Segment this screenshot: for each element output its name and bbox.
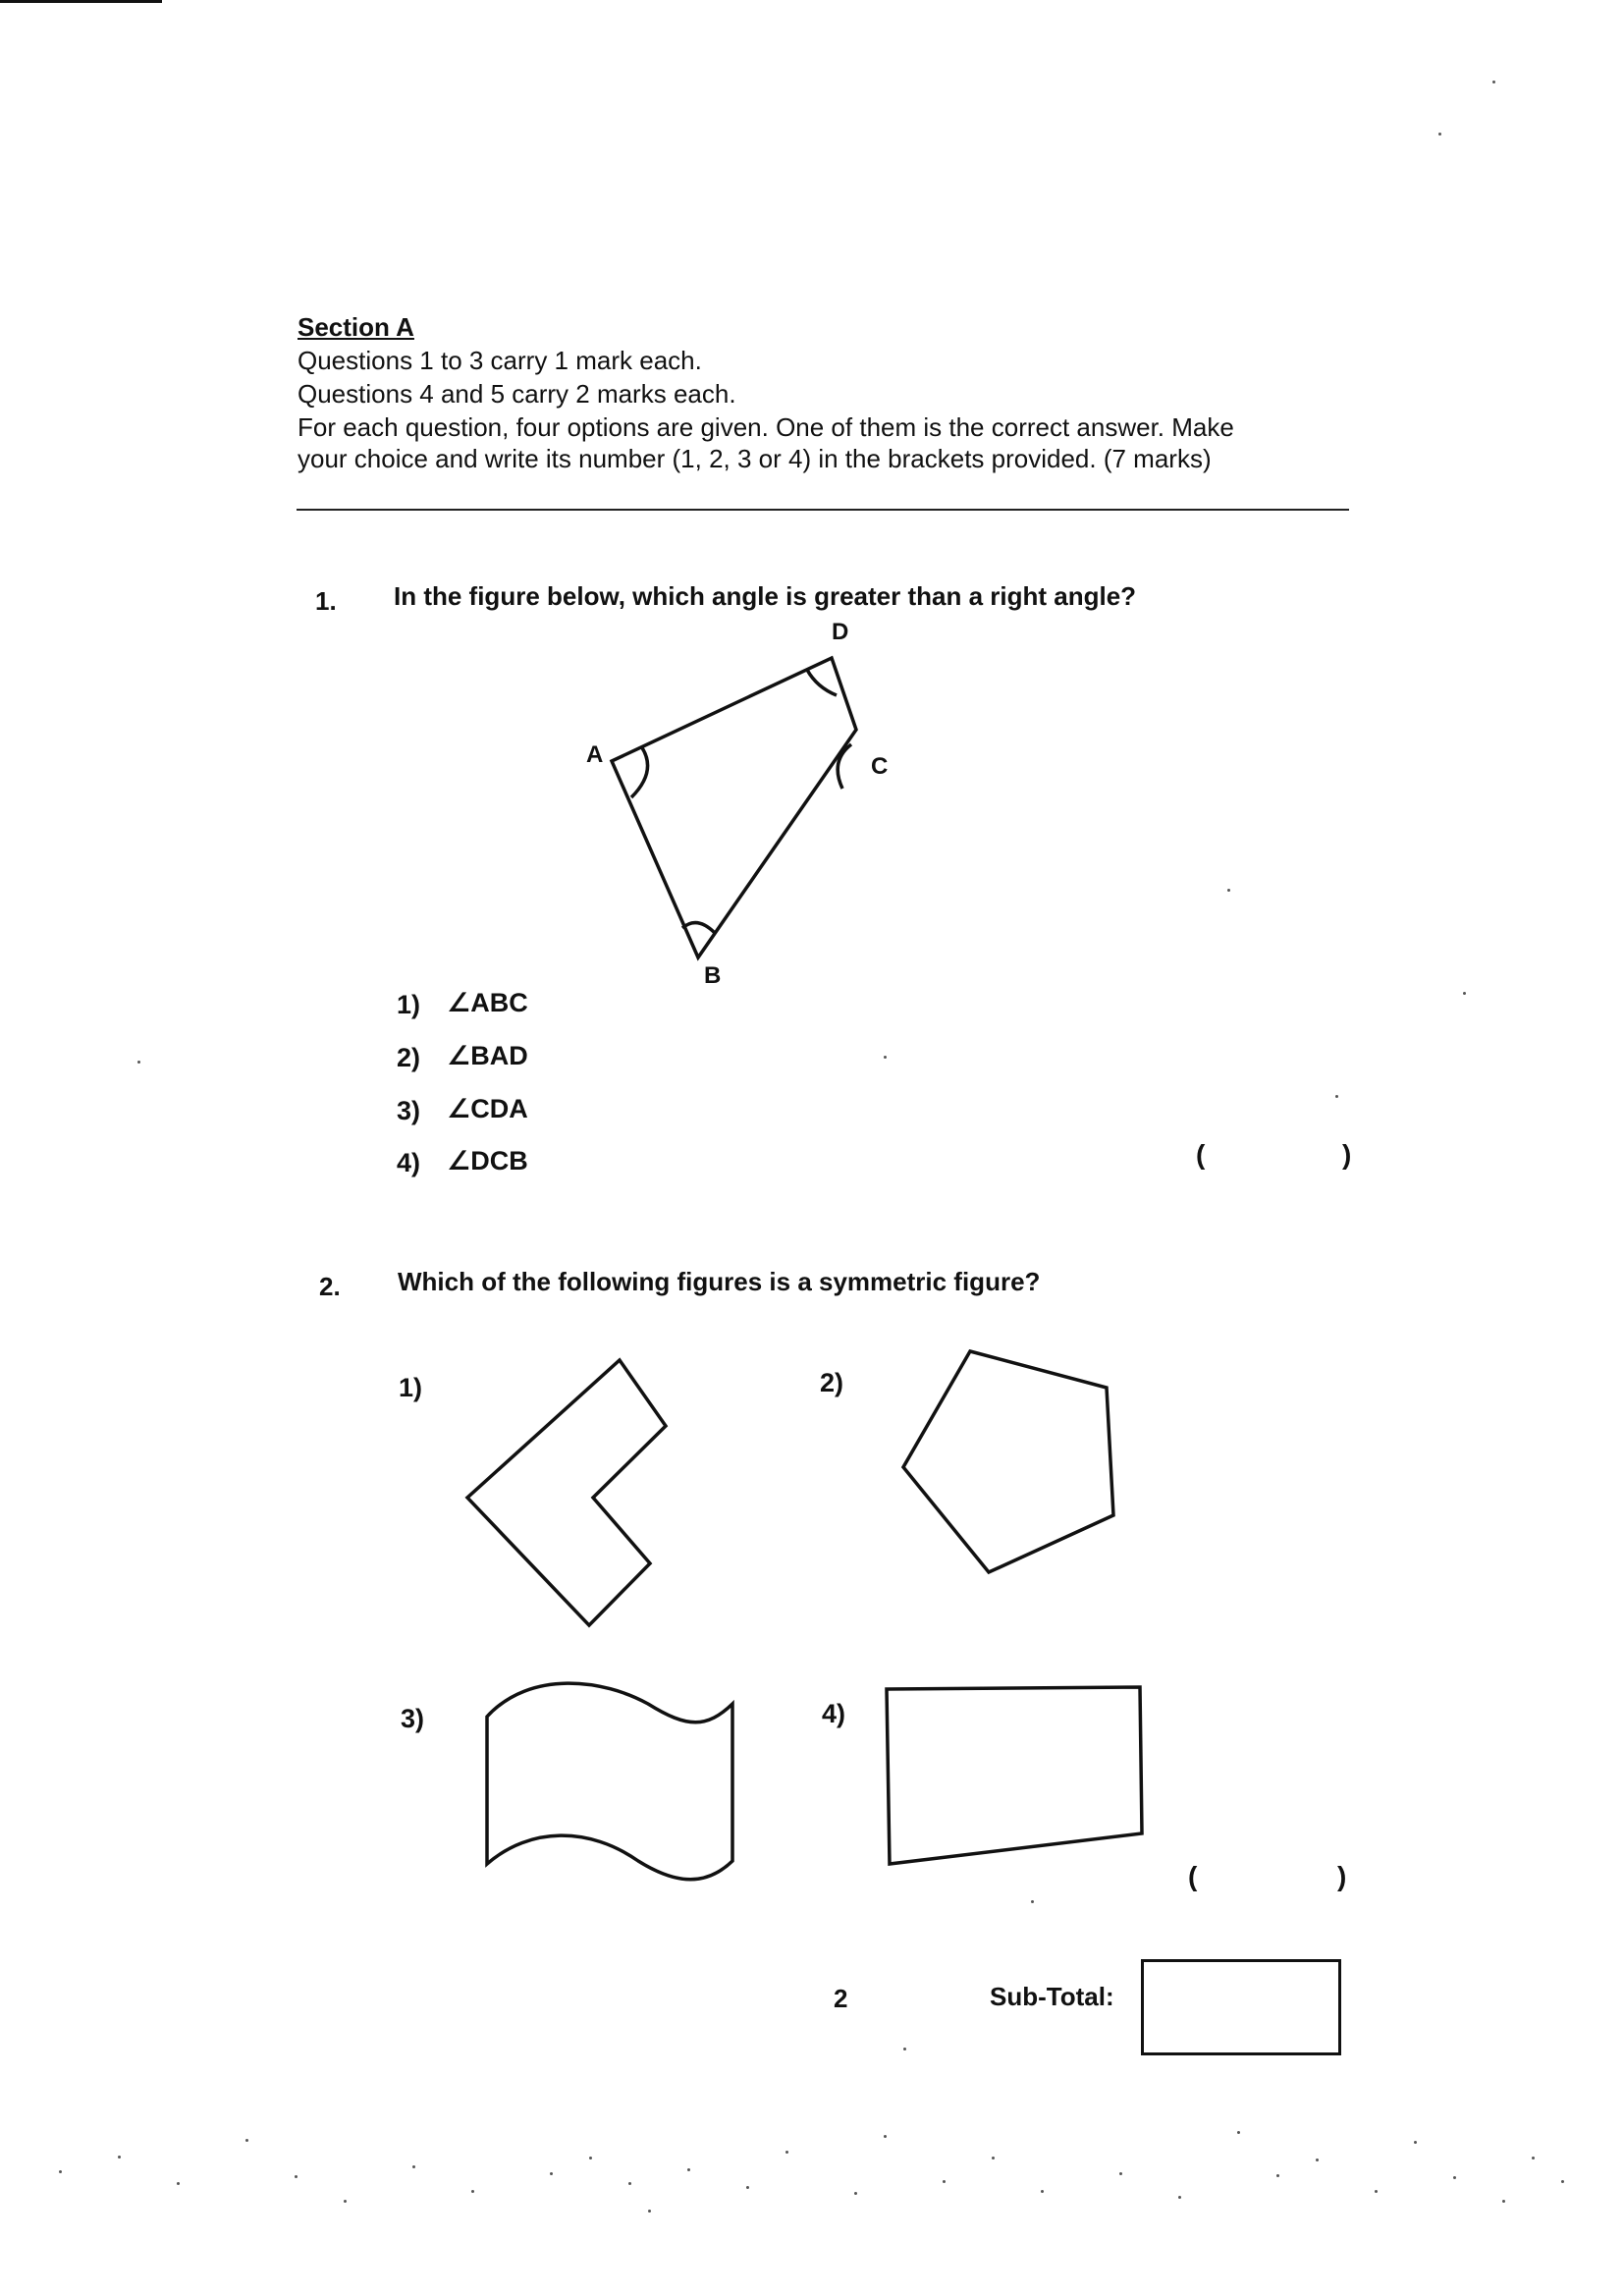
speckle [1276,2174,1279,2177]
speckle [137,1061,140,1064]
q1-answer-bracket-close[interactable]: ) [1342,1139,1352,1170]
q2-pentagon [903,1351,1113,1572]
page-number: 2 [834,1984,848,2013]
speckle [1532,2157,1535,2159]
speckle [884,1056,887,1059]
speckle [1375,2190,1378,2193]
speckle [1463,992,1466,995]
section-title: Section A [298,312,414,342]
speckle [648,2210,651,2213]
speckle [943,2180,946,2183]
speckle [59,2170,62,2173]
q1-option-1-text: ∠ABC [447,988,528,1017]
q2-option-2-number: 2) [820,1368,844,1397]
speckle [1335,1095,1338,1098]
instruction-line-4: your choice and write its number (1, 2, 3 or 4) in the brackets provided. (7 marks) [298,444,1212,473]
speckle [1316,2159,1319,2161]
speckle [854,2192,857,2195]
q1-option-2-text: ∠BAD [447,1041,528,1070]
q2-option-4-number: 4) [822,1699,846,1728]
speckle [1502,2200,1505,2203]
speckle [903,2048,906,2050]
speckle [589,2157,592,2159]
speckle [628,2182,631,2185]
instruction-line-3: For each question, four options are given. One of them is the correct answer. Make [298,412,1234,442]
q1-answer-bracket-open[interactable]: ( [1196,1139,1206,1170]
speckle [1227,889,1230,892]
instruction-line-1: Questions 1 to 3 carry 1 mark each. [298,346,702,375]
q2-answer-bracket-open[interactable]: ( [1188,1861,1198,1891]
q2-text: Which of the following figures is a symmetric figure? [398,1267,1041,1296]
q1-number: 1. [315,586,337,616]
speckle [344,2200,347,2203]
q1-option-1-number: 1) [397,990,421,1019]
q2-quadrilateral [887,1687,1142,1864]
q2-option-3-number: 3) [401,1704,425,1733]
q2-answer-bracket-close[interactable]: ) [1337,1861,1347,1891]
subtotal-label: Sub-Total: [990,1982,1114,2011]
q2-number: 2. [319,1272,341,1301]
speckle [1492,81,1495,83]
speckle [785,2151,788,2154]
speckle [412,2165,415,2168]
speckle [1178,2196,1181,2199]
speckle [1031,1900,1034,1903]
speckle [1119,2172,1122,2175]
vertex-d-label: D [832,619,849,645]
speckle [550,2172,553,2175]
q1-option-4-text: ∠DCB [447,1146,528,1175]
speckle [1041,2190,1044,2193]
speckle [1414,2141,1417,2144]
q1-text: In the figure below, which angle is greater than a right angle? [394,581,1137,611]
vertex-c-label: C [871,753,889,780]
speckle [471,2190,474,2193]
q1-option-3-number: 3) [397,1096,421,1125]
speckle [1438,133,1441,136]
q1-option-2-number: 2) [397,1043,421,1072]
instruction-line-2: Questions 4 and 5 carry 2 marks each. [298,379,736,409]
speckle [177,2182,180,2185]
q2-l-shape [467,1360,666,1625]
q2-wavy-shape [487,1683,732,1880]
vertex-b-label: B [704,962,722,989]
q2-option-1-number: 1) [399,1373,423,1402]
q1-option-4-number: 4) [397,1148,421,1177]
subtotal-box[interactable] [1141,1959,1341,2055]
q1-option-3-text: ∠CDA [447,1094,528,1123]
speckle [687,2168,690,2171]
speckle [1561,2180,1564,2183]
speckle [746,2186,749,2189]
speckle [245,2139,248,2142]
speckle [884,2135,887,2138]
speckle [118,2156,121,2159]
speckle [1453,2176,1456,2179]
speckle [295,2175,298,2178]
vertex-a-label: A [586,741,604,768]
speckle [992,2157,995,2159]
speckle [1237,2131,1240,2134]
